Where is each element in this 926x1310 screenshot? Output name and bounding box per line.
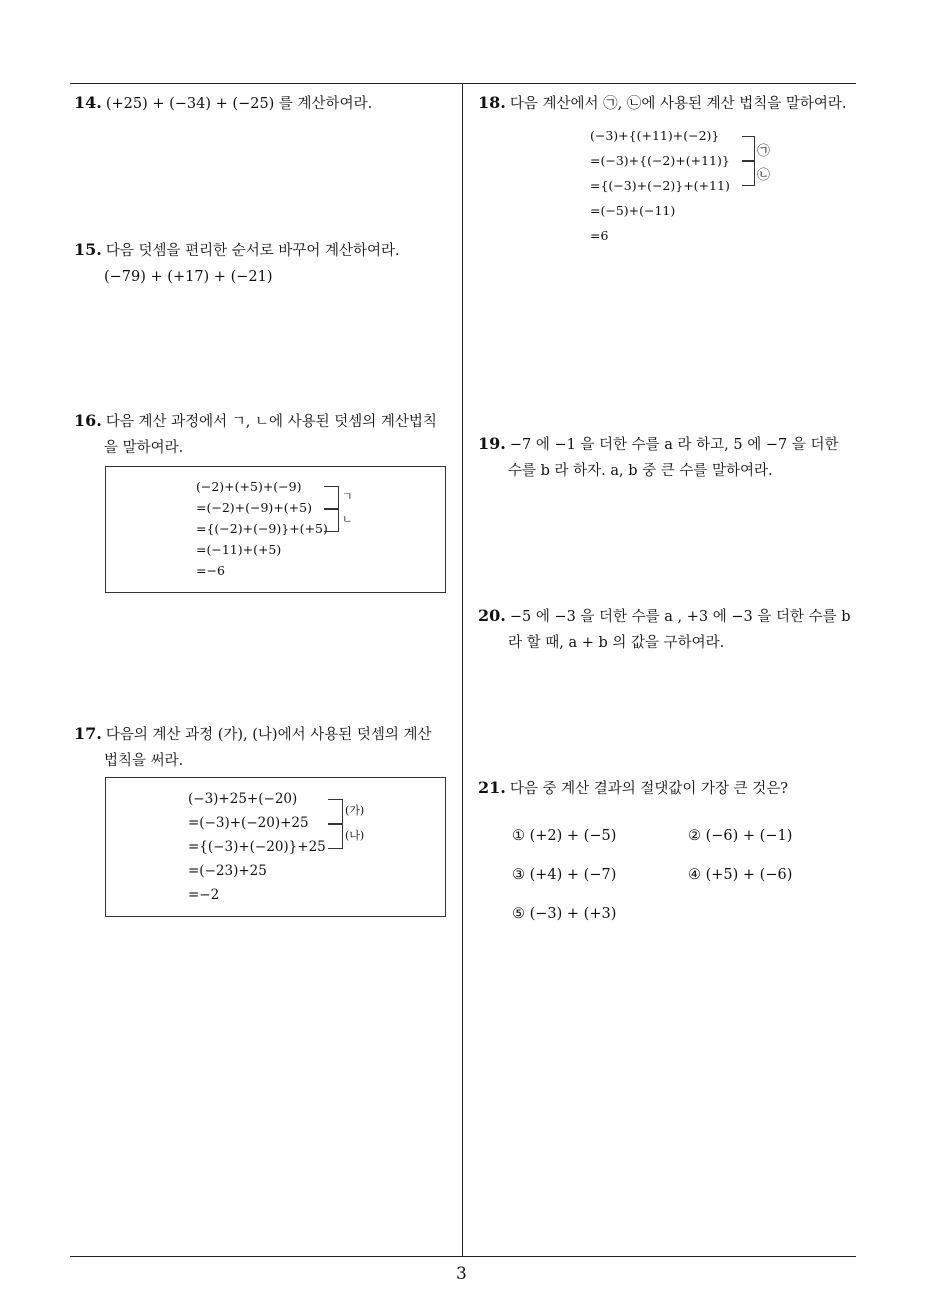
calc-step: =(−3)+(−20)+25 xyxy=(188,815,309,831)
question-number: 21. xyxy=(478,778,506,797)
option-mark: ③ xyxy=(512,867,525,883)
question-text: −7 에 −1 을 더한 수를 a 라 하고, 5 에 −7 을 더한 xyxy=(509,437,839,453)
option-text: (−3) + (+3) xyxy=(529,906,617,922)
expression: (−79) + (+17) + (−21) xyxy=(104,269,273,285)
calc-step: (−3)+25+(−20) xyxy=(188,791,298,807)
step-label: ㄴ xyxy=(342,513,353,526)
calc-step: ={(−2)+(−9)}+(+5) xyxy=(196,521,328,536)
question-text-cont: 라 할 때, a + b 의 값을 구하여라. xyxy=(508,635,725,651)
option-4[interactable] xyxy=(688,867,792,883)
question-number: 14. xyxy=(74,93,102,112)
option-text: (+4) + (−7) xyxy=(529,867,617,883)
calculation-box-16 xyxy=(105,466,446,593)
question-number: 16. xyxy=(74,411,102,430)
question-text-cont: 을 말하여라. xyxy=(104,440,184,456)
calc-step: =(−23)+25 xyxy=(188,863,267,879)
option-mark: ⑤ xyxy=(512,906,525,922)
question-number: 19. xyxy=(478,434,506,453)
bracket-circle-b xyxy=(742,160,755,186)
question-19 xyxy=(478,431,863,484)
option-3[interactable] xyxy=(512,867,616,883)
bracket-ga xyxy=(328,799,343,825)
calc-step: (−3)+{(+11)+(−2)} xyxy=(590,128,720,143)
question-number: 20. xyxy=(478,606,506,625)
option-text: (+5) + (−6) xyxy=(705,867,793,883)
question-number: 15. xyxy=(74,240,102,259)
question-17 xyxy=(74,721,459,774)
question-text: (+25) + (−34) + (−25) 를 계산하여라. xyxy=(105,96,373,112)
question-number: 18. xyxy=(478,93,506,112)
option-mark: ② xyxy=(688,828,701,844)
calc-step: =(−11)+(+5) xyxy=(196,542,282,557)
calc-step: =(−3)+{(−2)+(+11)} xyxy=(590,153,730,168)
step-label: ㄱ xyxy=(342,490,353,503)
question-text: 다음 계산에서 ㉠, ㉡에 사용된 계산 법칙을 말하여라. xyxy=(509,96,847,112)
page-number: 3 xyxy=(456,1264,467,1284)
option-2[interactable] xyxy=(688,828,792,844)
option-5[interactable] xyxy=(512,906,616,922)
question-text-cont: 법칙을 써라. xyxy=(104,753,184,769)
option-text: (+2) + (−5) xyxy=(529,828,617,844)
option-mark: ④ xyxy=(688,867,701,883)
calculation-box-17 xyxy=(105,777,446,917)
calculation-18 xyxy=(590,126,790,256)
step-label: ㉡ xyxy=(757,168,771,183)
bracket-circle-a xyxy=(742,136,755,162)
bracket-na xyxy=(328,823,343,849)
question-16 xyxy=(74,408,459,461)
calc-step: (−2)+(+5)+(−9) xyxy=(196,479,302,494)
question-text: −5 에 −3 을 더한 수를 a , +3 에 −3 을 더한 수를 b xyxy=(509,609,851,625)
question-text-cont: 수를 b 라 하자. a, b 중 큰 수를 말하여라. xyxy=(508,463,773,479)
question-18 xyxy=(478,90,863,117)
question-number: 17. xyxy=(74,724,102,743)
calc-step: =−6 xyxy=(196,563,225,578)
step-label: (나) xyxy=(345,829,365,842)
option-1[interactable] xyxy=(512,828,616,844)
column-divider xyxy=(462,83,463,1257)
bottom-rule xyxy=(70,1256,856,1257)
calc-step: ={(−3)+(−20)}+25 xyxy=(188,839,326,855)
calc-step: =(−2)+(−9)+(+5) xyxy=(196,500,312,515)
calc-step: ={(−3)+(−2)}+(+11) xyxy=(590,178,730,193)
question-text: 다음 덧셈을 편리한 순서로 바꾸어 계산하여라. xyxy=(105,243,400,259)
question-text: 다음 중 계산 결과의 절댓값이 가장 큰 것은? xyxy=(509,781,788,797)
question-21 xyxy=(478,775,863,802)
question-text: 다음 계산 과정에서 ㄱ, ㄴ에 사용된 덧셈의 계산법칙 xyxy=(105,414,437,430)
bracket-na xyxy=(324,508,339,532)
calc-step: =6 xyxy=(590,228,609,243)
question-14 xyxy=(74,90,454,117)
calc-step: =(−5)+(−11) xyxy=(590,203,676,218)
bracket-ga xyxy=(324,486,339,510)
question-20 xyxy=(478,603,863,656)
step-label: ㉠ xyxy=(757,144,771,159)
calc-step: =−2 xyxy=(188,887,220,903)
question-15 xyxy=(74,237,454,290)
top-rule xyxy=(70,83,856,84)
option-mark: ① xyxy=(512,828,525,844)
step-label: (가) xyxy=(345,804,365,817)
question-text: 다음의 계산 과정 (가), (나)에서 사용된 덧셈의 계산 xyxy=(105,727,432,743)
option-text: (−6) + (−1) xyxy=(705,828,793,844)
